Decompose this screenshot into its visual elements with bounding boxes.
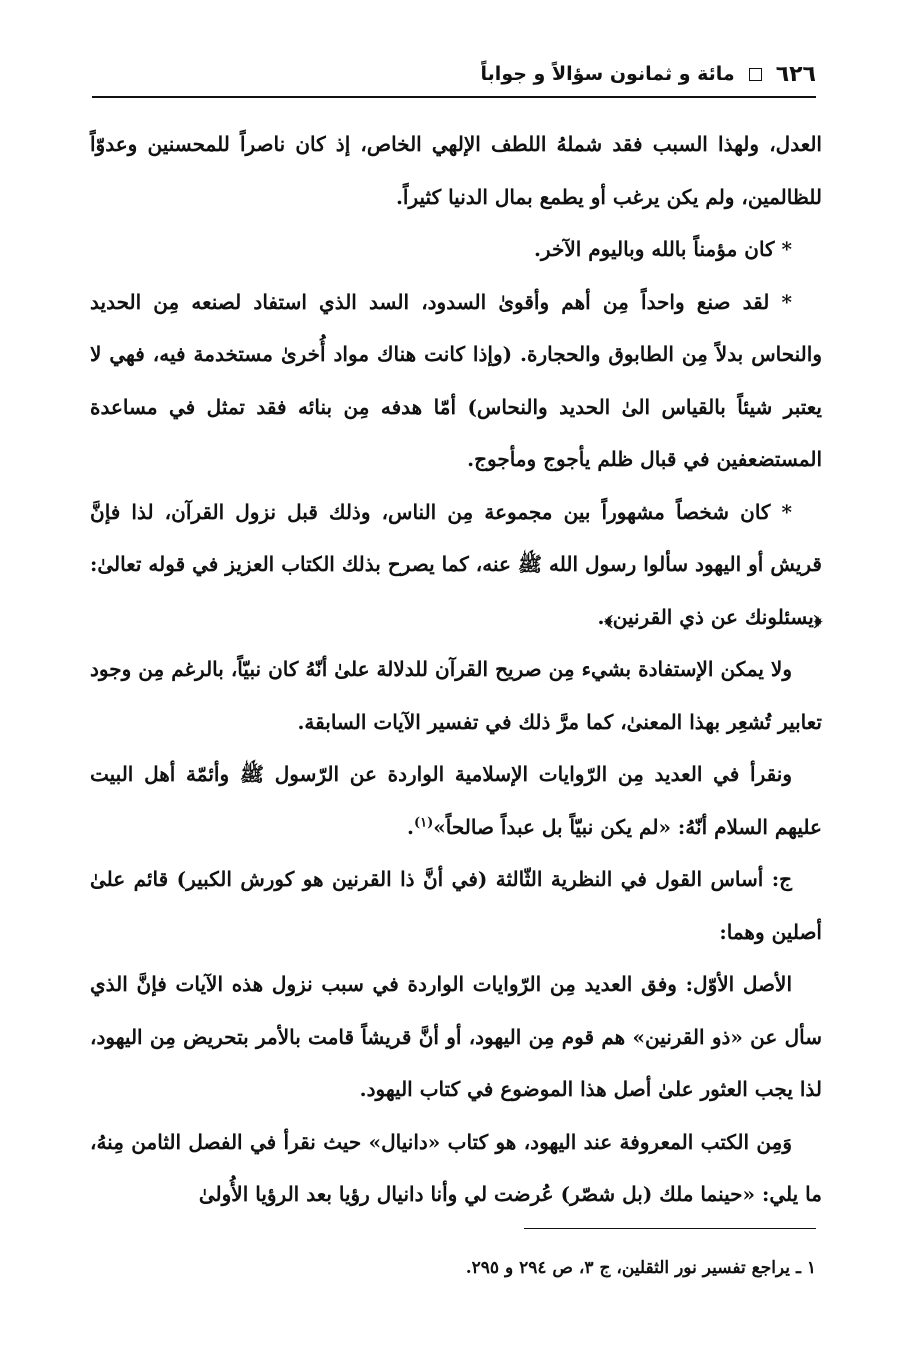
paragraph-8: الأصل الأوّل: وفق العديد مِن الرّوايات الواردة في سبب نزول هذه الآيات فإنَّ الذي سأل عن «ذو القرنين» هم قوم مِن اليهود، أو أنَّ قريشاً قامت بالأمر بتحريض مِن اليهود، لذا يجب العثور علىٰ أصل هذا الموضوع في كتاب اليهود. <box>90 972 822 1101</box>
header-rule <box>92 96 816 98</box>
paragraph-3: * لقد صنع واحداً مِن أهم وأقوىٰ السدود، السد الذي استفاد لصنعه مِن الحديد والنحاس بدلاً مِن الطابوق والحجارة. (وإذا كانت هناك مواد أُخرىٰ مستخدمة فيه، فهي لا يعتبر شيئاً بالقياس الىٰ الحديد والنحاس) أمّا هدفه مِن بنائه فقد تمثل في مساعدة المستضعفين في قبال ظلم يأجوج ومأجوج. <box>90 289 822 471</box>
paragraph-6-text: ونقرأ في العديد مِن الرّوايات الإسلامية الواردة عن الرّسول ﷺ وأئمّة أهل البيت عليهم السلام أنّهُ: «لم يكن نبيّاً بل عبداً صالحاً» <box>90 762 822 839</box>
footnote-rule <box>524 1228 816 1229</box>
paragraph-5: ولا يمكن الإستفادة بشيء مِن صريح القرآن للدلالة علىٰ أنّهُ كان نبيّاً، بالرغم مِن وجود تعابير تُشعِر بهذا المعنىٰ، كما مرَّ ذلك في تفسير الآيات السابقة. <box>90 657 822 734</box>
paragraph-7: ج: أساس القول في النظرية الثّالثة (في أنَّ ذا القرنين هو كورش الكبير) قائم علىٰ أصلين وهما: <box>90 867 822 944</box>
paragraph-6: ونقرأ في العديد مِن الرّوايات الإسلامية الواردة عن الرّسول ﷺ وأئمّة أهل البيت عليهم السلام أنّهُ: «لم يكن نبيّاً بل عبداً صالحاً»$^{(١)}$. <box>90 762 822 839</box>
body-text <box>90 118 822 1221</box>
paragraph-4: * كان شخصاً مشهوراً بين مجموعة مِن الناس، وذلك قبل نزول القرآن، لذا فإنَّ قريش أو اليهود سألوا رسول الله ﷺ عنه، كما يصرح بذلك الكتاب العزيز في قوله تعالىٰ: ﴿يسئلونك عن ذي القرنين﴾. <box>90 499 822 629</box>
paragraph-2: * كان مؤمناً بالله وباليوم الآخر. <box>533 237 792 261</box>
paragraph-1: العدل، ولهذا السبب فقد شملهُ اللطف الإلهي الخاص، إذ كان ناصراً للمحسنين وعدوّاً للظالمين، ولم يكن يرغب أو يطمع بمال الدنيا كثيراً. <box>90 132 822 209</box>
book-title: مائة و ثمانون سؤالاً و جواباً <box>480 63 735 85</box>
page-number: ٦٢٦ <box>775 61 816 87</box>
footnote-reference: (١) <box>413 814 434 830</box>
running-header <box>92 52 816 96</box>
paragraph-9: وَمِن الكتب المعروفة عند اليهود، هو كتاب «دانيال» حيث نقرأ في الفصل الثامن مِنهُ، ما يلي: «حينما ملك (بل شصّر) عُرضت لي وأنا دانيال رؤيا بعد الرؤيا الأُولىٰ <box>90 1129 822 1206</box>
square-ornament-icon <box>749 68 762 81</box>
footnote: ١ ـ يراجع تفسير نور الثقلين، ج ٣، ص ٢٩٤ و ٢٩٥. <box>465 1258 816 1278</box>
